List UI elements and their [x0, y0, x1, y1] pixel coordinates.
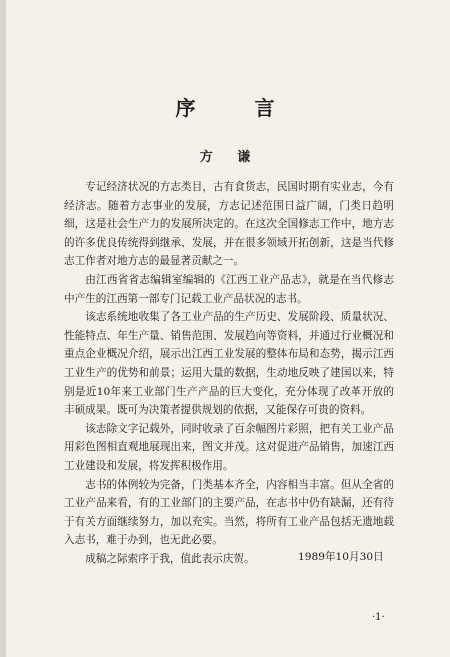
paragraph: 志书的体例较为完备，门类基本齐全，内容相当丰富。但从全省的工业产品来看，有的工业部门的主要产品，在志书中仍有缺漏，还有待于有关方面继续努力，加以充实。当然，将所有工业产品包括无遗地载入志书，难于办到，也无此必要。 — [64, 478, 394, 547]
preface-body — [64, 178, 394, 568]
paragraph: 成稿之际索序于我，值此表示庆贺。 — [85, 552, 255, 565]
paragraph: 专记经济状况的方志类目，古有食货志，民国时期有实业志，今有经济志。随着方志事业的发展，方志记述范围日益广阔，门类日趋明细，这是社会生产力的发展所决定的。在这次全国修志工作中，地方志的许多优良传统得到继承、发展，并在很多领域开拓创新，这是当代修志工作者对地方志的最显著贡献之一。 — [64, 181, 394, 268]
paragraph: 该志除文字记载外，同时收录了百余幅图片彩照，把有关工业产品用彩色图相直观地展现出来，图文并茂。这对促进产品销售，加速江西工业建设和发展，将发挥积极作用。 — [64, 422, 394, 472]
signature-date: 1989年10月30日 — [298, 551, 384, 563]
page-title: 序 言 — [175, 96, 301, 120]
author-name: 方 谦 — [199, 150, 261, 165]
page-number: ·1· — [372, 612, 385, 623]
paragraph: 由江西省省志编辑室编辑的《江西工业产品志》，就是在当代修志中产生的江西第一部专门记载工业产品状况的志书。 — [64, 273, 394, 305]
paragraph: 该志系统地收集了各工业产品的生产历史、发展阶段、质量状况、性能特点、年生产量、销售范围、发展趋向等资料，并通过行业概况和重点企业概况介绍，展示出江西工业发展的整体布局和态势，揭示江西工业生产的优势和前景；运用大量的数据，生动地反映了建国以来，特别是近10年来工业部门生产产品的巨大变化，充分体现了改革开放的丰硕成果。既可为决策者提供规划的依据，又能保存可贵的资料。 — [64, 311, 394, 417]
